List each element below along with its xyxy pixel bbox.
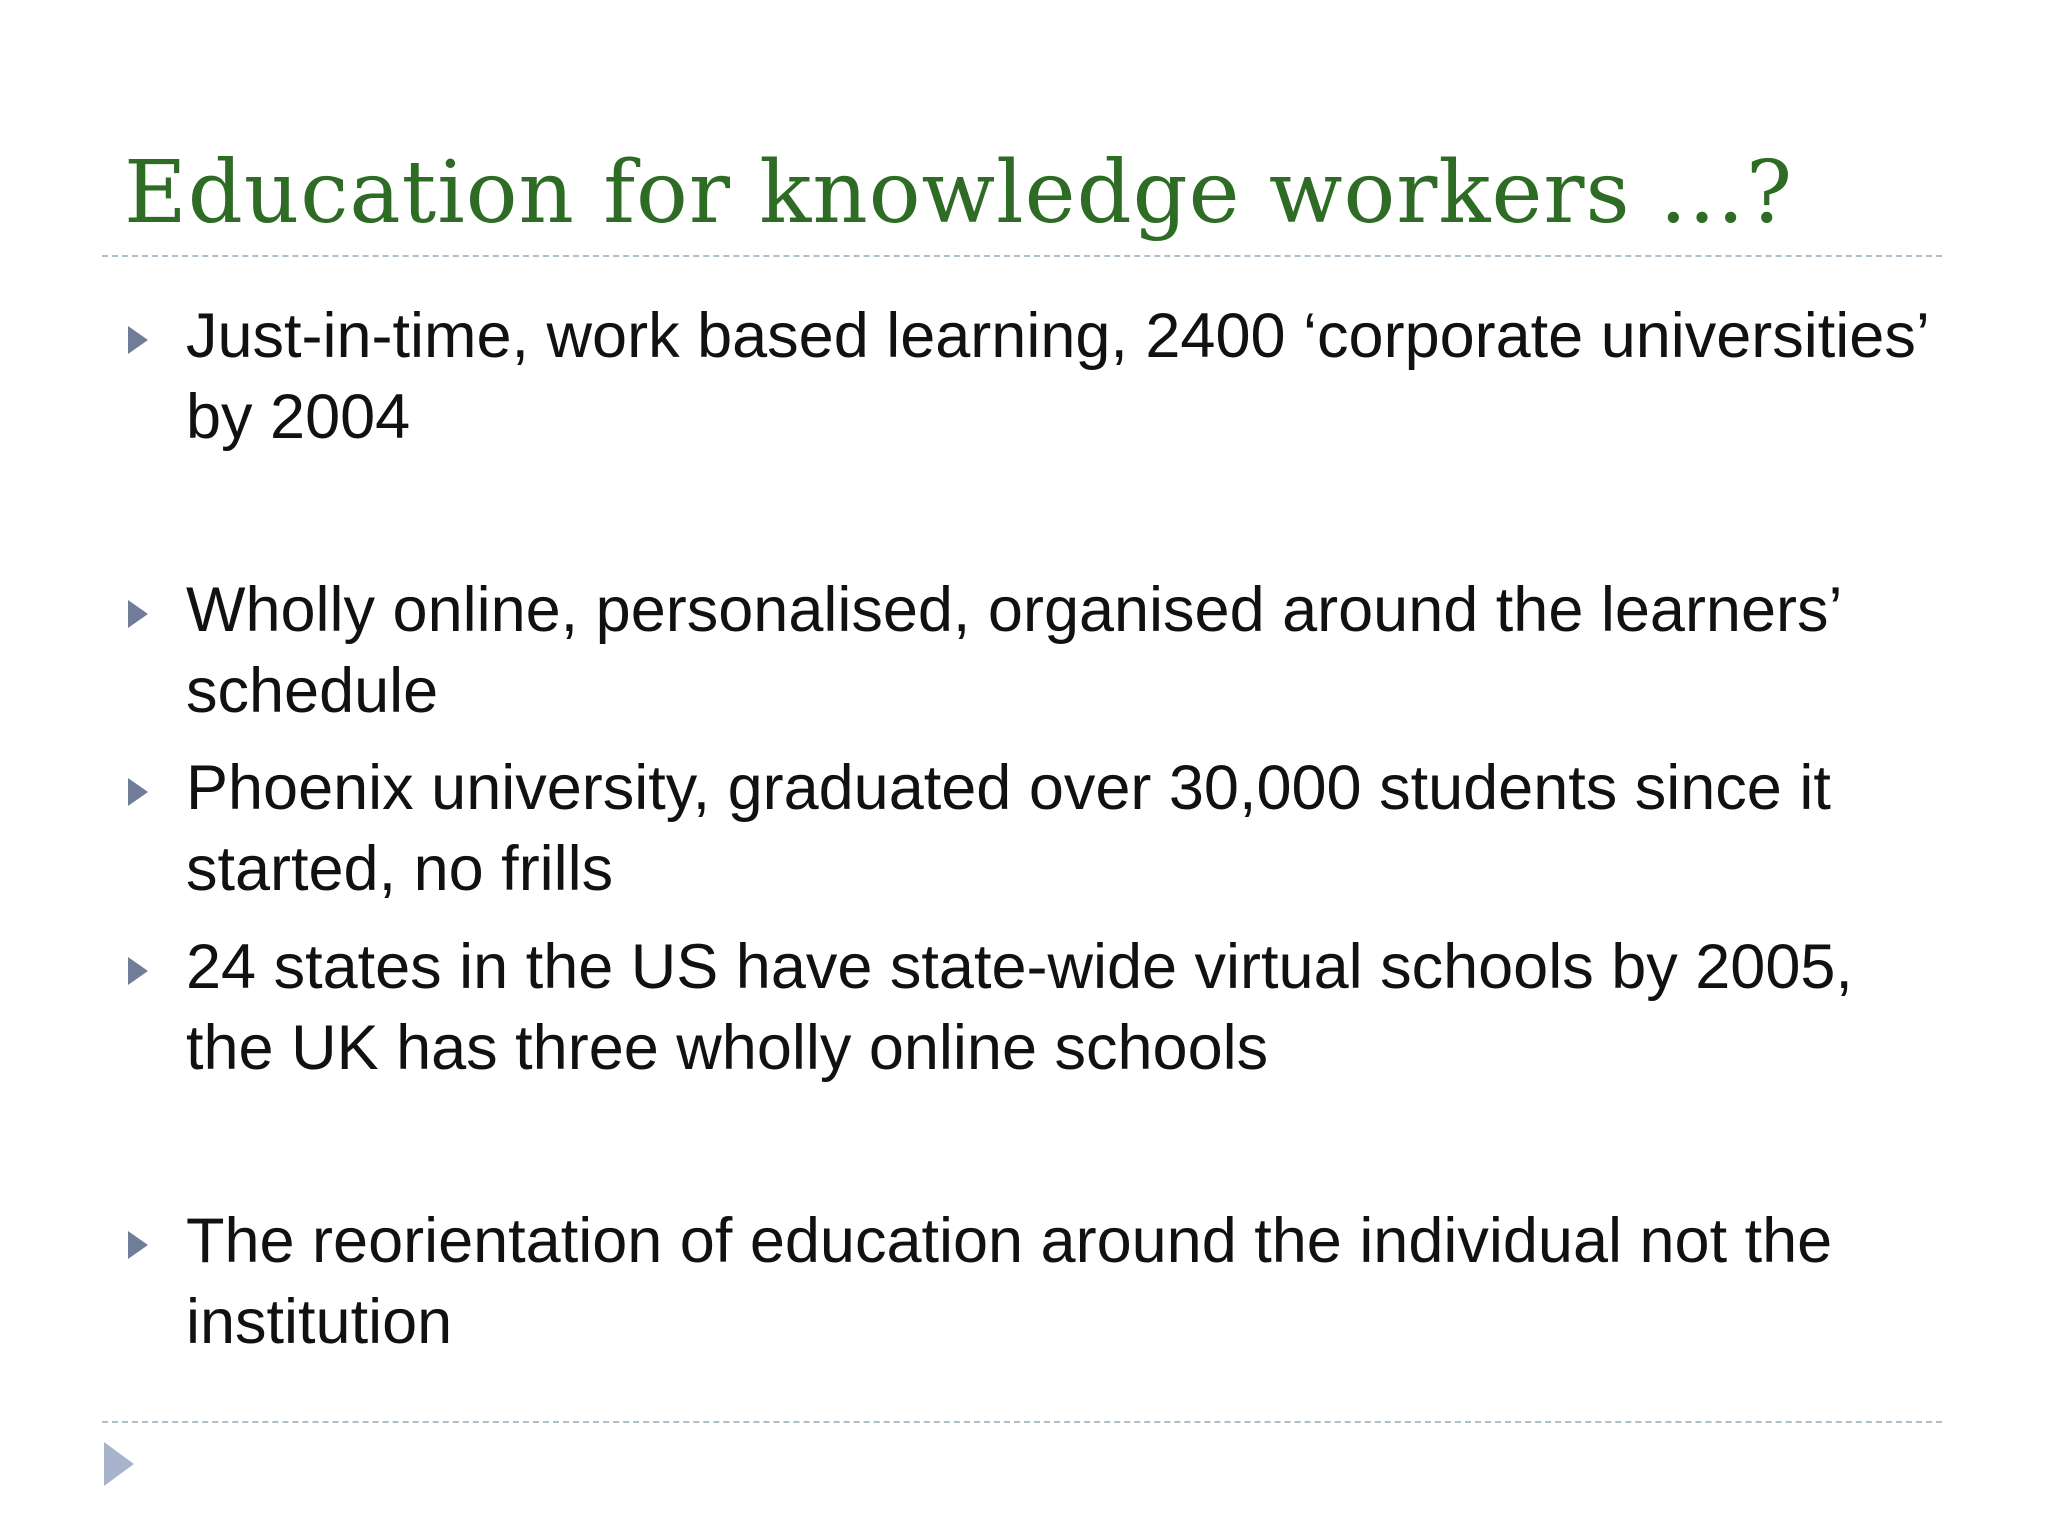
- bullet-text: Phoenix university, graduated over 30,000 students since it started, no frills: [186, 753, 1831, 904]
- next-slide-icon[interactable]: [104, 1442, 134, 1486]
- triangle-right-icon: [128, 600, 148, 628]
- bullet-text: The reorientation of education around the individual not the institution: [186, 1206, 1833, 1357]
- footer-divider: [102, 1421, 1942, 1423]
- triangle-right-icon: [128, 326, 148, 354]
- triangle-right-icon: [128, 957, 148, 985]
- triangle-right-icon: [128, 1231, 148, 1259]
- title-divider: [102, 255, 1942, 257]
- bullet-text: 24 states in the US have state-wide virtual schools by 2005, the UK has three wholly online schools: [186, 932, 1853, 1083]
- bullet-text: Just-in-time, work based learning, 2400 ‘corporate universities’ by 2004: [186, 301, 1928, 452]
- slide-title: Education for knowledge workers …?: [124, 143, 1794, 243]
- triangle-right-icon: [128, 778, 148, 806]
- bullet-text: Wholly online, personalised, organised around the learners’ schedule: [186, 575, 1841, 726]
